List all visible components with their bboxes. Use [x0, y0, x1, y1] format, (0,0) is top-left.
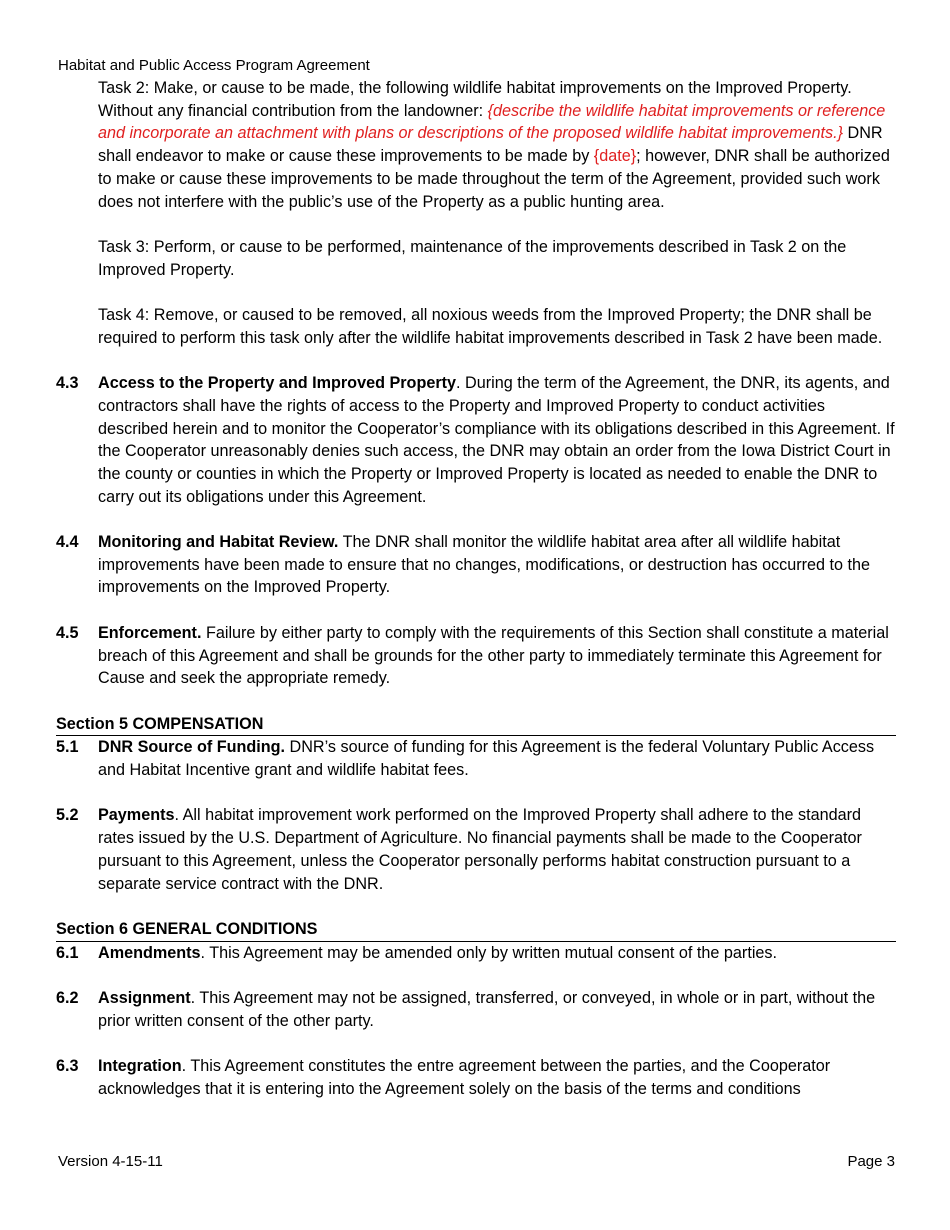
clause-text: The DNR shall monitor the wildlife habitat area after all wildlife habitat improvements have been made to ensure that no changes, modifications, or destruction has occurred to the improvements on the Improved Property. — [98, 533, 871, 597]
clause-6-1 — [56, 942, 896, 965]
footer-page-number: Page 3 — [847, 1153, 895, 1170]
task-2-text-end: ; however, DNR shall be authorized to make or cause these improvements to be made throughout the term of the Agreement, provided such work does not interfere with the public’s use of the Property as a public hunting area. — [98, 147, 890, 211]
clause-text: . This Agreement may not be assigned, transferred, or conveyed, in whole or in part, without the prior written consent of the other party. — [98, 988, 876, 1030]
clause-6-2 — [56, 987, 896, 1032]
clause-text: Failure by either party to comply with the requirements of this Section shall constitute a material breach of this Agreement and shall be grounds for the other party to immediately terminate this Agreement for Cause and seek the appropriate remedy. — [98, 623, 889, 688]
clause-title: Monitoring and Habitat Review. — [98, 533, 339, 551]
clause-text: . All habitat improvement work performed on the Improved Property shall adhere to the standard rates issued by the U.S. Department of Agriculture. No financial payments shall be made to the Cooperator pursuant to this Agreement, unless the Cooperator personally performs habitat construction pursuant to a separate service contract with the DNR. — [98, 806, 862, 893]
page-header: Habitat and Public Access Program Agreement — [58, 57, 370, 74]
clause-4-3 — [56, 372, 896, 508]
clause-title: Integration — [98, 1057, 182, 1076]
clause-number: 4.4 — [56, 533, 79, 551]
clause-number: 4.5 — [56, 623, 79, 642]
clause-title: DNR Source of Funding. — [98, 738, 286, 757]
clause-number: 6.2 — [56, 988, 79, 1007]
task-2-text: Task 2: Make, or cause to be made, the following wildlife habitat improvements on the Improved Property. Without any financial contribution from the landowner: — [98, 79, 852, 120]
task-4: Task 4: Remove, or caused to be removed, all noxious weeds from the Improved Property; the DNR shall be required to perform this task only after the wildlife habitat improvements described in Task 2 have been made. — [98, 306, 883, 347]
clause-title: Access to the Property and Improved Property — [98, 374, 457, 393]
clause-text: . This Agreement constitutes the entre agreement between the parties, and the Cooperator acknowledges that it is entering into the Agreement solely on the basis of the terms and conditions — [98, 1057, 831, 1098]
clause-number: 5.2 — [56, 806, 79, 825]
clause-number: 4.3 — [56, 374, 79, 393]
clause-number: 6.1 — [56, 943, 79, 962]
clause-number: 5.1 — [56, 738, 79, 757]
clause-title: Amendments — [98, 943, 201, 962]
task-2-placeholder-date: {date} — [593, 147, 637, 166]
task-2-text-cont: DNR shall endeavor to make or cause these improvements to be made by — [98, 124, 883, 166]
task-3: Task 3: Perform, or cause to be performed, maintenance of the improvements described in Task 2 on the Improved Property. — [98, 237, 847, 279]
clause-title: Enforcement. — [98, 623, 202, 642]
clause-text: . This Agreement may be amended only by written mutual consent of the parties. — [200, 943, 778, 962]
section-5-heading: Section 5 COMPENSATION — [56, 713, 896, 737]
clause-4-4 — [56, 531, 896, 599]
clause-4-5 — [56, 622, 896, 690]
clause-5-2 — [56, 804, 896, 895]
task-2 — [56, 77, 896, 213]
clause-number: 6.3 — [56, 1057, 79, 1076]
clause-5-1 — [56, 736, 896, 781]
document-body — [56, 77, 896, 1100]
clause-6-3 — [56, 1055, 896, 1100]
section-6-heading: Section 6 GENERAL CONDITIONS — [56, 918, 896, 942]
clause-text: DNR’s source of funding for this Agreement is the federal Voluntary Public Access and Habitat Incentive grant and wildlife habitat fees. — [98, 738, 875, 779]
footer-version: Version 4-15-11 — [58, 1153, 163, 1170]
clause-text: . During the term of the Agreement, the DNR, its agents, and contractors shall have the rights of access to the Property and Improved Property to conduct activities described herein and to monitor the Cooperator’s compliance with its obligations described in this Agreement. If the Cooperator unreasonably denies such access, the DNR may obtain an order from the Iowa District Court in the county or counties in which the Property or Improved Property is located as needed to enable the DNR to carry out its obligations under this Agreement. — [98, 374, 895, 506]
clause-title: Assignment — [98, 988, 191, 1007]
clause-title: Payments — [98, 806, 175, 825]
task-2-placeholder-description: {describe the wildlife habitat improvements or reference and incorporate an attachment with plans or descriptions of the proposed wildlife habitat improvements.} — [98, 101, 886, 143]
